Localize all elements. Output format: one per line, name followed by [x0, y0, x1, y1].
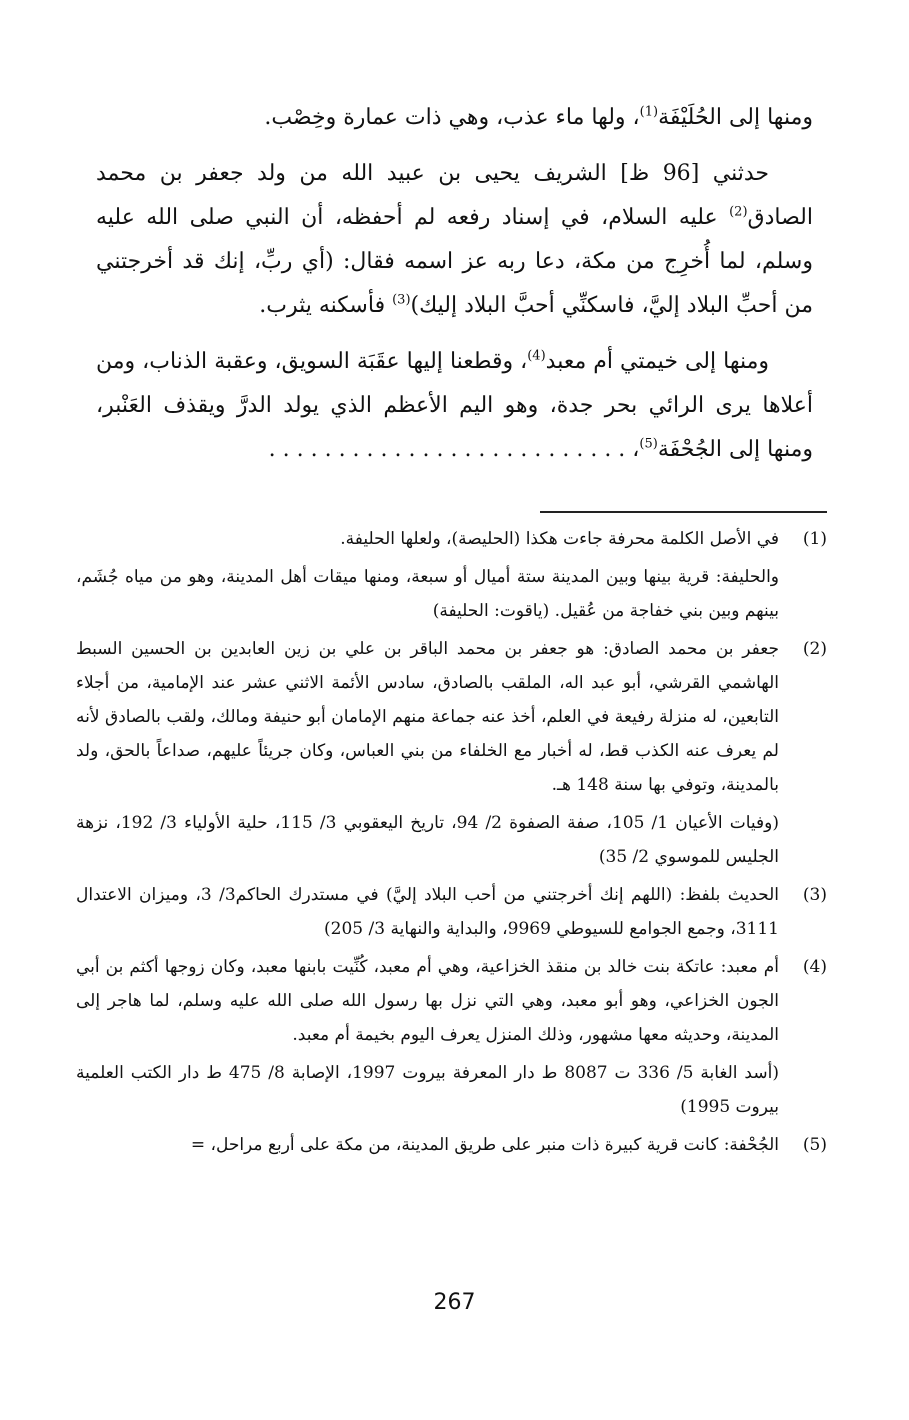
main-paragraph: [96, 96, 813, 140]
footnote-number: (4): [802, 957, 827, 977]
text-run: ومنها إلى خيمتي أم معبد: [545, 349, 770, 374]
footnote-body: [76, 522, 779, 632]
footnote-text: (وفيات الأعيان 1/ 105، صفة الصفوة 2/ 94، تاريخ اليعقوبي 3/ 115، حلية الأولياء 3/ 192، نزهة الجليس للموسوي 2/ 35): [76, 813, 779, 867]
footnote-body: [76, 950, 779, 1128]
footnote-text: جعفر بن محمد الصادق: هو جعفر بن محمد الباقر بن علي بن زين العابدين بن الحسين السبط الهاشمي القرشي، أبو عبد اله، الملقب بالصادق، سادس الأئمة الاثني عشر عند الإمامية، من أجلاء التابعين، له منزلة رفيعة في العلم، أخذ عنه جماعة منهم الإمامان أبو حنيفة ومالك، ولقب بالصادق لأنه لم يعرف عنه الكذب قط، له أخبار مع الخلفاء من بني العباس، وكان جريئاً عليهم، صداعاً بالحق، ولد بالمدينة، وتوفي بها سنة 148 هـ.: [76, 639, 779, 795]
main-text: [96, 96, 813, 484]
footnote-text: الحديث بلفظ: (اللهم إنك أخرجتني من أحب البلاد إليَّ) في مستدرك الحاكم3/ 3، وميزان الاعتدال 3111، وجمع الجوامع للسيوطي 9969، والبداية والنهاية 3/ 205): [76, 885, 779, 939]
footnote-text: الجُحْفة: كانت قرية كبيرة ذات منبر على طريق المدينة، من مكة على أربع مراحل، =: [190, 1135, 779, 1155]
text-run: ومنها إلى الحُلَيْفَة: [658, 105, 813, 130]
footnote: [76, 950, 827, 1128]
main-paragraph: [96, 340, 813, 472]
footnote-text: في الأصل الكلمة محرفة جاءت هكذا (الحليصة)، ولعلها الحليفة.: [340, 529, 779, 549]
page-number: 267: [433, 1290, 476, 1315]
footnote-ref: (1): [639, 104, 659, 120]
footnote-text: والحليفة: قرية بينها وبين المدينة ستة أميال أو سبعة، ومنها ميقات أهل المدينة، وهو من مياه جُشَم، بينهم وبين بني خفاجة من عُقيل. (ياقوت: الحليفة): [76, 567, 779, 621]
text-run: عليه السلام، في إسناد رفعه لم أحفظه، أن النبي صلى الله عليه وسلم، لما أُخرِج من مكة، دعا ربه عز اسمه فقال: (أي ربِّ، إنك قد أخرجتني من أحبِّ البلاد إليَّ، فاسكنِّي أحبَّ البلاد إليك): [96, 205, 813, 318]
footnote-number: (3): [802, 885, 827, 905]
footnote: [76, 522, 827, 632]
text-run: فأسكنه يثرب.: [259, 293, 393, 318]
footnote-ref: (5): [639, 436, 658, 452]
text-run: حدثني [96 ظ] الشريف يحيى بن عبيد الله من ولد جعفر بن محمد الصادق: [96, 161, 813, 230]
main-paragraph: [96, 152, 813, 328]
footnote-number: (1): [802, 529, 827, 549]
footnote: [76, 1128, 827, 1166]
footnote: [76, 878, 827, 950]
footnote-number: (5): [802, 1135, 827, 1155]
footnote-separator: [540, 511, 827, 513]
footnote-body: [76, 632, 779, 878]
footnote-number: (2): [802, 639, 827, 659]
footnote-text: (أسد الغابة 5/ 336 ت 8087 ط دار المعرفة بيروت 1997، الإصابة 8/ 475 ط دار الكتب العلمية بيروت 1995): [76, 1063, 779, 1117]
footnote-ref: (2): [729, 204, 748, 220]
footnote-body: [76, 878, 779, 950]
footnote-body: [76, 1128, 779, 1166]
text-run: ، وقطعنا إليها عقَبَة السويق، وعقبة الذناب، ومن أعلاها يرى الرائي بحر جدة، وهو اليم الأعظم الذي يولد الدرَّ ويقذف العَنْبر، ومنها إلى الجُحْفَة: [96, 349, 813, 462]
footnote-ref: (4): [527, 348, 546, 364]
footnote-ref: (3): [392, 292, 411, 308]
text-run: ، . . . . . . . . . . . . . . . . . . . . . . . . . .: [268, 437, 640, 462]
footnotes: [76, 522, 827, 1166]
text-run: ، ولها ماء عذب، وهي ذات عمارة وخِصْب.: [264, 105, 640, 130]
footnote-text: أم معبد: عاتكة بنت خالد بن منقذ الخزاعية، وهي أم معبد، كُنِّيت بابنها معبد، وكان زوجها أكثم بن أبي الجون الخزاعي، وهو أبو معبد، وهي التي نزل بها رسول الله صلى الله عليه وسلم، لما هاجر إلى المدينة، وحديثه معها مشهور، وذلك المنزل يعرف اليوم بخيمة أم معبد.: [76, 957, 779, 1045]
footnote: [76, 632, 827, 878]
